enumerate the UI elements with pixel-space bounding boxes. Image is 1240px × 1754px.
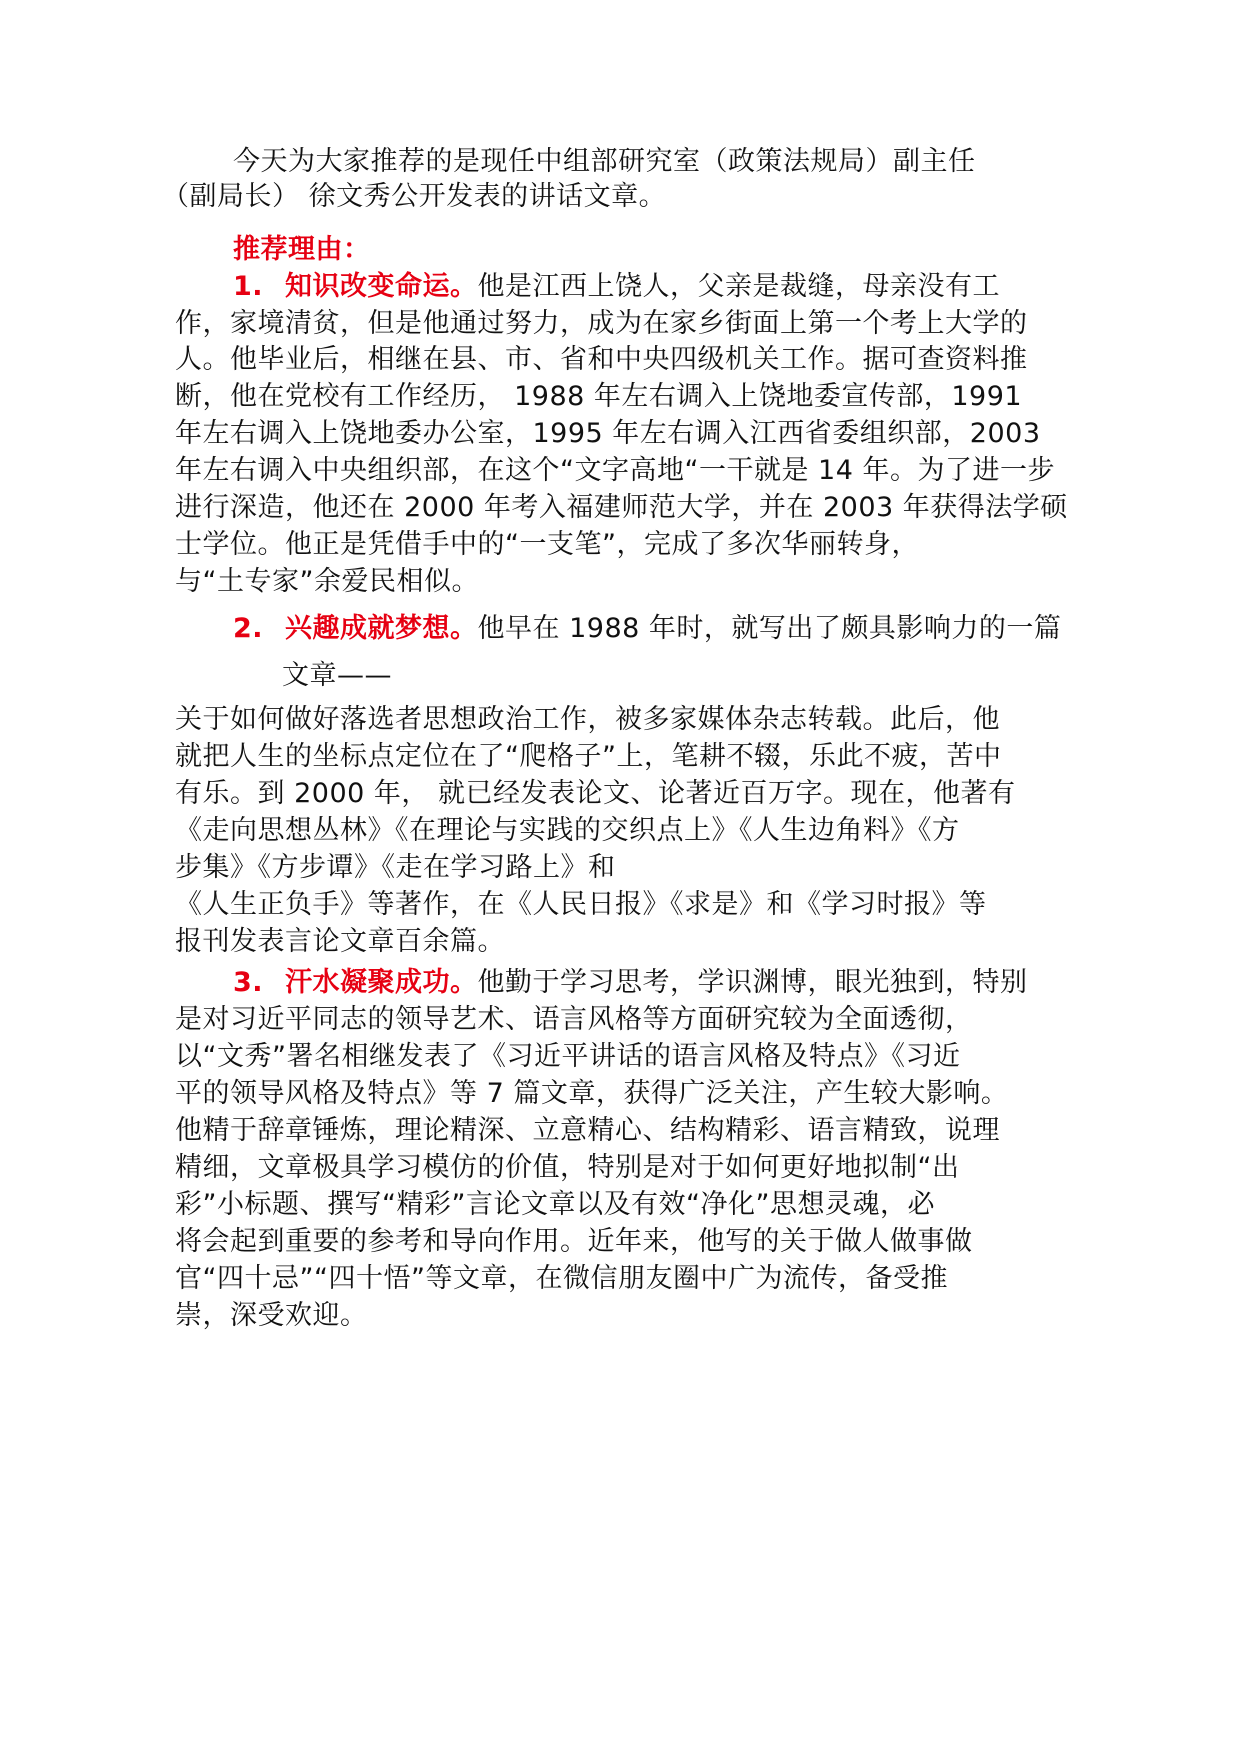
section-1-line: 士学位。他正是凭借手中的“一支笔”，完成了多次华丽转身， <box>175 529 919 560</box>
section-3-line: 平的领导风格及特点》等 7 篇文章，获得广泛关注，产生较大影响。 <box>175 1078 1009 1109</box>
section-3-text: 他勤于学习思考，学识渊博，眼光独到，特别 <box>477 967 1028 998</box>
section-1-text: 他是江西上饶人，父亲是裁缝，母亲没有工 <box>477 271 1001 302</box>
section-1-line: 断，他在党校有工作经历， 1988 年左右调入上饶地委宣传部，1991 <box>175 381 1023 412</box>
section-2-text: 他早在 1988 年时，就写出了颇具影响力的一篇 <box>477 613 1062 644</box>
intro-line-1: 今天为大家推荐的是现任中组部研究室（政策法规局）副主任 <box>233 146 976 177</box>
section-1-line: 人。他毕业后，相继在县、市、省和中央四级机关工作。据可查资料推 <box>175 344 1028 375</box>
section-1-first-line <box>233 267 1000 307</box>
section-3-line: 将会起到重要的参考和导向作用。近年来，他写的关于做人做事做 <box>175 1226 973 1257</box>
section-2-title: 兴趣成就梦想。 <box>285 613 478 644</box>
section-3-line: 崇，深受欢迎。 <box>175 1300 368 1331</box>
section-3-line: 精细，文章极具学习模仿的价值，特别是对于如何更好地拟制“出 <box>175 1152 960 1183</box>
section-1-line: 与“土专家”余爱民相似。 <box>175 566 479 597</box>
intro-line-2: （副局长） 徐文秀公开发表的讲话文章。 <box>162 181 667 212</box>
section-2-line: 报刊发表言论文章百余篇。 <box>175 926 505 957</box>
section-2-line: 关于如何做好落选者思想政治工作，被多家媒体杂志转载。此后，他 <box>175 704 1000 735</box>
section-3-title: 汗水凝聚成功。 <box>285 967 478 998</box>
section-3-line: 官“四十忌”“四十悟”等文章，在微信朋友圈中广为流传，备受推 <box>175 1263 948 1294</box>
section-2-line: 有乐。到 2000 年， 就已经发表论文、论著近百万字。现在，他著有 <box>175 778 1016 809</box>
section-2-line: 文章—— <box>282 660 392 691</box>
section-3-line: 以“文秀”署名相继发表了《习近平讲话的语言风格及特点》《习近 <box>175 1041 961 1072</box>
section-2-line: 《走向思想丛林》《在理论与实践的交织点上》《人生边角料》《方 <box>175 815 960 846</box>
section-2-first-line <box>233 609 1061 649</box>
section-2-line: 《人生正负手》等著作，在《人民日报》《求是》和《学习时报》等 <box>175 889 987 920</box>
section-2-line: 步集》《方步谭》《走在学习路上》和 <box>175 852 616 883</box>
section-3-line: 他精于辞章锤炼，理论精深、立意精心、结构精彩、语言精致，说理 <box>175 1115 1000 1146</box>
section-3-line: 彩”小标题、撰写“精彩”言论文章以及有效“净化”思想灵魂，必 <box>175 1189 935 1220</box>
section-1-number: 1. <box>233 271 264 302</box>
section-3-line: 是对习近平同志的领导艺术、语言风格等方面研究较为全面透彻， <box>175 1004 973 1035</box>
section-1-line: 作，家境清贫，但是他通过努力，成为在家乡街面上第一个考上大学的 <box>175 308 1028 339</box>
reasons-heading: 推荐理由： <box>233 234 371 265</box>
section-1-title: 知识改变命运。 <box>285 271 478 302</box>
section-2-line: 就把人生的坐标点定位在了“爬格子”上，笔耕不辍，乐此不疲，苦中 <box>175 741 1002 772</box>
section-2-number: 2. <box>233 613 264 644</box>
section-1-line: 年左右调入中央组织部，在这个“文字高地“一干就是 14 年。为了进一步 <box>175 455 1055 486</box>
section-3-number: 3. <box>233 967 264 998</box>
section-1-line: 进行深造，他还在 2000 年考入福建师范大学，并在 2003 年获得法学硕 <box>175 492 1068 523</box>
section-1-line: 年左右调入上饶地委办公室，1995 年左右调入江西省委组织部，2003 <box>175 418 1041 449</box>
section-3-first-line <box>233 963 1028 1003</box>
